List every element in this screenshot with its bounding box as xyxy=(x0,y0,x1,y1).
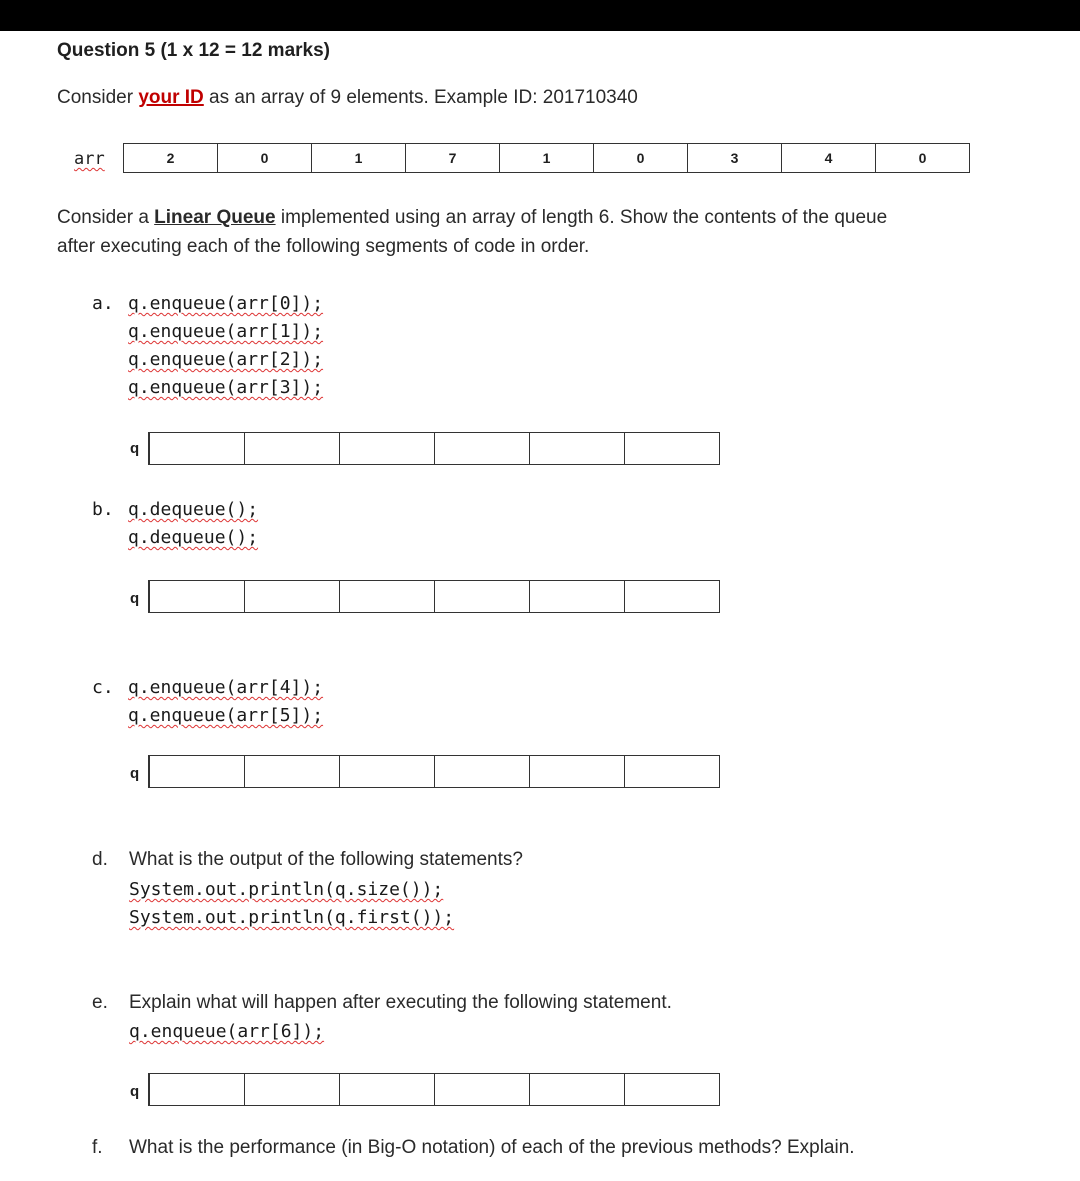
queue-slot[interactable] xyxy=(530,581,625,612)
intro-line xyxy=(57,87,638,109)
array-label: arr xyxy=(74,149,105,169)
queue-slot[interactable] xyxy=(435,756,530,787)
queue-c-answer-boxes[interactable] xyxy=(148,755,720,788)
code-line: System.out.println(q.size()); xyxy=(129,879,444,900)
queue-a-answer-boxes[interactable] xyxy=(148,432,720,465)
code-line: q.enqueue(arr[3]); xyxy=(128,377,324,398)
queue-slot[interactable] xyxy=(625,581,719,612)
queue-slot[interactable] xyxy=(435,581,530,612)
queue-slot[interactable] xyxy=(340,433,435,464)
intro-prefix: Consider xyxy=(57,87,139,108)
queue-slot[interactable] xyxy=(625,756,719,787)
queue-slot[interactable] xyxy=(340,1074,435,1105)
queue-slot[interactable] xyxy=(435,1074,530,1105)
array-cell: 1 xyxy=(500,144,594,173)
part-a-marker: a. xyxy=(92,293,114,314)
queue-slot[interactable] xyxy=(340,756,435,787)
code-line: System.out.println(q.first()); xyxy=(129,907,455,928)
array-cell: 4 xyxy=(782,144,876,173)
queue-description-line1: Consider a Linear Queue implemented using an array of length 6. Show the contents of the queue xyxy=(57,207,888,228)
code-line: q.enqueue(arr[4]); xyxy=(128,677,324,698)
question-title: Question 5 (1 x 12 = 12 marks) xyxy=(57,40,330,61)
part-d-question: What is the output of the following statements? xyxy=(129,849,523,870)
your-id-link: your ID xyxy=(138,87,204,108)
queue-slot[interactable] xyxy=(150,581,245,612)
linear-queue-term: Linear Queue xyxy=(154,207,276,228)
part-e-code xyxy=(129,1018,324,1046)
part-c-code xyxy=(128,674,323,730)
queue-description-line2: after executing each of the following segments of code in order. xyxy=(57,236,590,257)
code-line: q.enqueue(arr[6]); xyxy=(129,1021,325,1042)
queue-label-e: q xyxy=(130,1083,140,1100)
part-a-code xyxy=(128,290,323,402)
code-line: q.dequeue(); xyxy=(128,527,259,548)
queue-slot[interactable] xyxy=(530,433,625,464)
array-cell: 0 xyxy=(218,144,312,173)
queue-slot[interactable] xyxy=(245,581,340,612)
array-cell: 7 xyxy=(406,144,500,173)
queue-slot[interactable] xyxy=(530,756,625,787)
part-b-marker: b. xyxy=(92,499,114,520)
top-bar xyxy=(0,0,1080,31)
part-f-marker: f. xyxy=(92,1137,103,1158)
queue-e-answer-boxes[interactable] xyxy=(148,1073,720,1106)
array-cell: 2 xyxy=(124,144,218,173)
queue-slot[interactable] xyxy=(435,433,530,464)
queue-slot[interactable] xyxy=(150,756,245,787)
queue-slot[interactable] xyxy=(625,1074,719,1105)
array-cell: 0 xyxy=(876,144,970,173)
queue-slot[interactable] xyxy=(625,433,719,464)
part-d-marker: d. xyxy=(92,849,108,870)
array-cell: 3 xyxy=(688,144,782,173)
part-c-marker: c. xyxy=(92,677,114,698)
queue-slot[interactable] xyxy=(340,581,435,612)
code-line: q.enqueue(arr[5]); xyxy=(128,705,324,726)
queue-slot[interactable] xyxy=(245,1074,340,1105)
queue-label-b: q xyxy=(130,590,140,607)
queue-slot[interactable] xyxy=(245,433,340,464)
queue-slot[interactable] xyxy=(150,433,245,464)
array-cell: 0 xyxy=(594,144,688,173)
queue-b-answer-boxes[interactable] xyxy=(148,580,720,613)
code-line: q.enqueue(arr[1]); xyxy=(128,321,324,342)
queue-slot[interactable] xyxy=(150,1074,245,1105)
part-d-code xyxy=(129,876,454,932)
queue-slot[interactable] xyxy=(245,756,340,787)
part-b-code xyxy=(128,496,258,552)
queue-slot[interactable] xyxy=(530,1074,625,1105)
part-e-marker: e. xyxy=(92,992,108,1013)
part-e-question: Explain what will happen after executing the following statement. xyxy=(129,992,672,1013)
intro-suffix: as an array of 9 elements. Example ID: 201710340 xyxy=(203,87,638,108)
code-line: q.dequeue(); xyxy=(128,499,259,520)
array-cell: 1 xyxy=(312,144,406,173)
id-array xyxy=(123,143,970,173)
code-line: q.enqueue(arr[2]); xyxy=(128,349,324,370)
code-line: q.enqueue(arr[0]); xyxy=(128,293,324,314)
queue-label-c: q xyxy=(130,765,140,782)
part-f-question: What is the performance (in Big-O notation) of each of the previous methods? Explain. xyxy=(129,1137,855,1158)
queue-label-a: q xyxy=(130,440,140,457)
